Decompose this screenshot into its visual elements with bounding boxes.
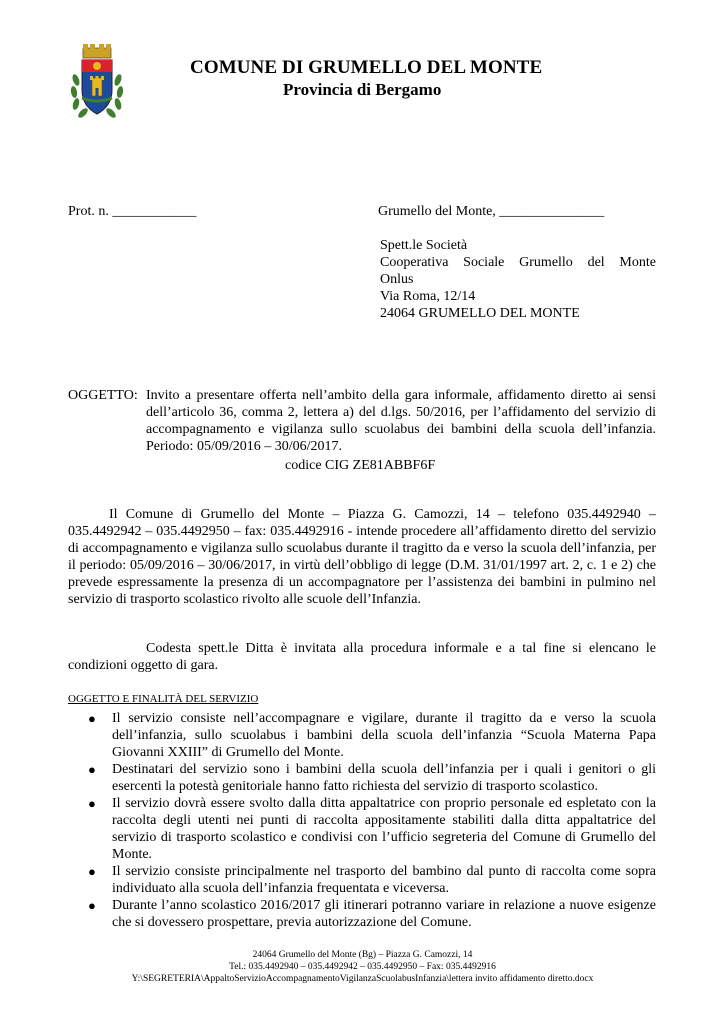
section-title: OGGETTO E FINALITÀ DEL SERVIZIO xyxy=(68,693,259,705)
subject-label: OGGETTO: xyxy=(68,388,138,403)
bullet-icon: ● xyxy=(88,796,96,811)
recipient-line: Spett.le Società xyxy=(380,238,468,253)
place-date: Grumello del Monte, _______________ xyxy=(378,204,605,219)
bullet-icon: ● xyxy=(88,864,96,879)
bullet-icon: ● xyxy=(88,762,96,777)
page-footer xyxy=(0,949,725,985)
body-paragraph-1: Il Comune di Grumello del Monte – Piazza G. Camozzi, 14 – telefono 035.4492940 – 035.4492942 – 035.4492950 – fax: 035.4492916 - intende procedere all’affidamento diretto del servizio di accompagnamento e vigilanza sullo scuolabus durante il tragitto da e verso la scuola dell’infanzia, per il periodo: 05/09/2016 – 30/06/2017, in virtù dell’obbligo di legge (D.M. 31/01/1997 art. 2, c. 1 e 2) che prevede espressamente la presenza di un accompagnatore per l’assistenza dei bambini in pulmino nel servizio di trasporto scolastico rivolto alle scuole dell’Infanzia. xyxy=(68,507,656,607)
list-item xyxy=(68,795,656,863)
list-item xyxy=(68,761,656,795)
recipient-line: Cooperativa Sociale Grumello del Monte xyxy=(380,255,656,270)
org-name: COMUNE DI GRUMELLO DEL MONTE xyxy=(190,57,543,78)
bullet-icon: ● xyxy=(88,898,96,913)
list-item xyxy=(68,897,656,931)
province-name: Provincia di Bergamo xyxy=(283,80,442,99)
municipal-crest-icon xyxy=(66,42,128,122)
subject-text: Invito a presentare offerta nell’ambito della gara informale, affidamento diretto ai sensi dell’articolo 36, comma 2, lettera a) del d.lgs. 50/2016, per l’affidamento del servizio di accompagnamento e vigilanza sullo scuolabus dei bambini della scuola dell’infanzia. Periodo: 05/09/2016 – 30/06/2017. xyxy=(146,388,656,454)
protocol-number: Prot. n. ____________ xyxy=(68,204,197,219)
footer-phones: Tel.: 035.4492940 – 035.4492942 – 035.4492950 – Fax: 035.4492916 xyxy=(229,962,496,972)
recipient-line: Onlus xyxy=(380,272,414,287)
footer-file-path: Y:\SEGRETERIA\AppaltoServizioAccompagnamentoVigilanzaScuolabusInfanzia\lettera invito affidamento diretto.docx xyxy=(131,974,594,984)
recipient-address xyxy=(380,237,656,322)
list-item-text: Durante l’anno scolastico 2016/2017 gli itinerari potranno variare in relazione a nuove esigenze che si dovessero prospettare, previa autorizzazione del Comune. xyxy=(112,898,656,930)
list-item-text: Il servizio consiste principalmente nel trasporto del bambino dal punto di raccolta come sopra individuato alla scuola dell’infanzia frequentata e viceversa. xyxy=(112,864,656,896)
bullet-icon: ● xyxy=(88,711,96,726)
cig-code: codice CIG ZE81ABBF6F xyxy=(285,458,436,473)
body-paragraph-2: Codesta spett.le Ditta è invitata alla procedura informale e a tal fine si elencano le condizioni oggetto di gara. xyxy=(68,641,656,673)
list-item-text: Destinatari del servizio sono i bambini della scuola dell’infanzia per i quali i genitori o gli esercenti la potestà genitoriale hanno fatto richiesta del servizio di trasporto scolastico. xyxy=(112,762,656,794)
service-conditions-list xyxy=(68,710,656,931)
list-item-text: Il servizio dovrà essere svolto dalla ditta appaltatrice con proprio personale ed espletato con la raccolta degli utenti nei punti di raccolta appositamente stabiliti dalla ditta appaltatrice del servizio di trasporto scolastico e condivisi con l’ufficio segreteria del Comune di Grumello del Monte. xyxy=(112,796,656,862)
recipient-line: Via Roma, 12/14 xyxy=(380,289,476,304)
list-item xyxy=(68,863,656,897)
list-item xyxy=(68,710,656,761)
recipient-line: 24064 GRUMELLO DEL MONTE xyxy=(380,306,580,321)
list-item-text: Il servizio consiste nell’accompagnare e vigilare, durante il tragitto da e verso la scuola dell’infanzia, sullo scuolabus i bambini della scuola dell’infanzia “Scuola Materna Papa Giovanni XXIII” di Grumello del Monte. xyxy=(112,711,656,760)
footer-address: 24064 Grumello del Monte (Bg) – Piazza G. Camozzi, 14 xyxy=(252,950,473,960)
